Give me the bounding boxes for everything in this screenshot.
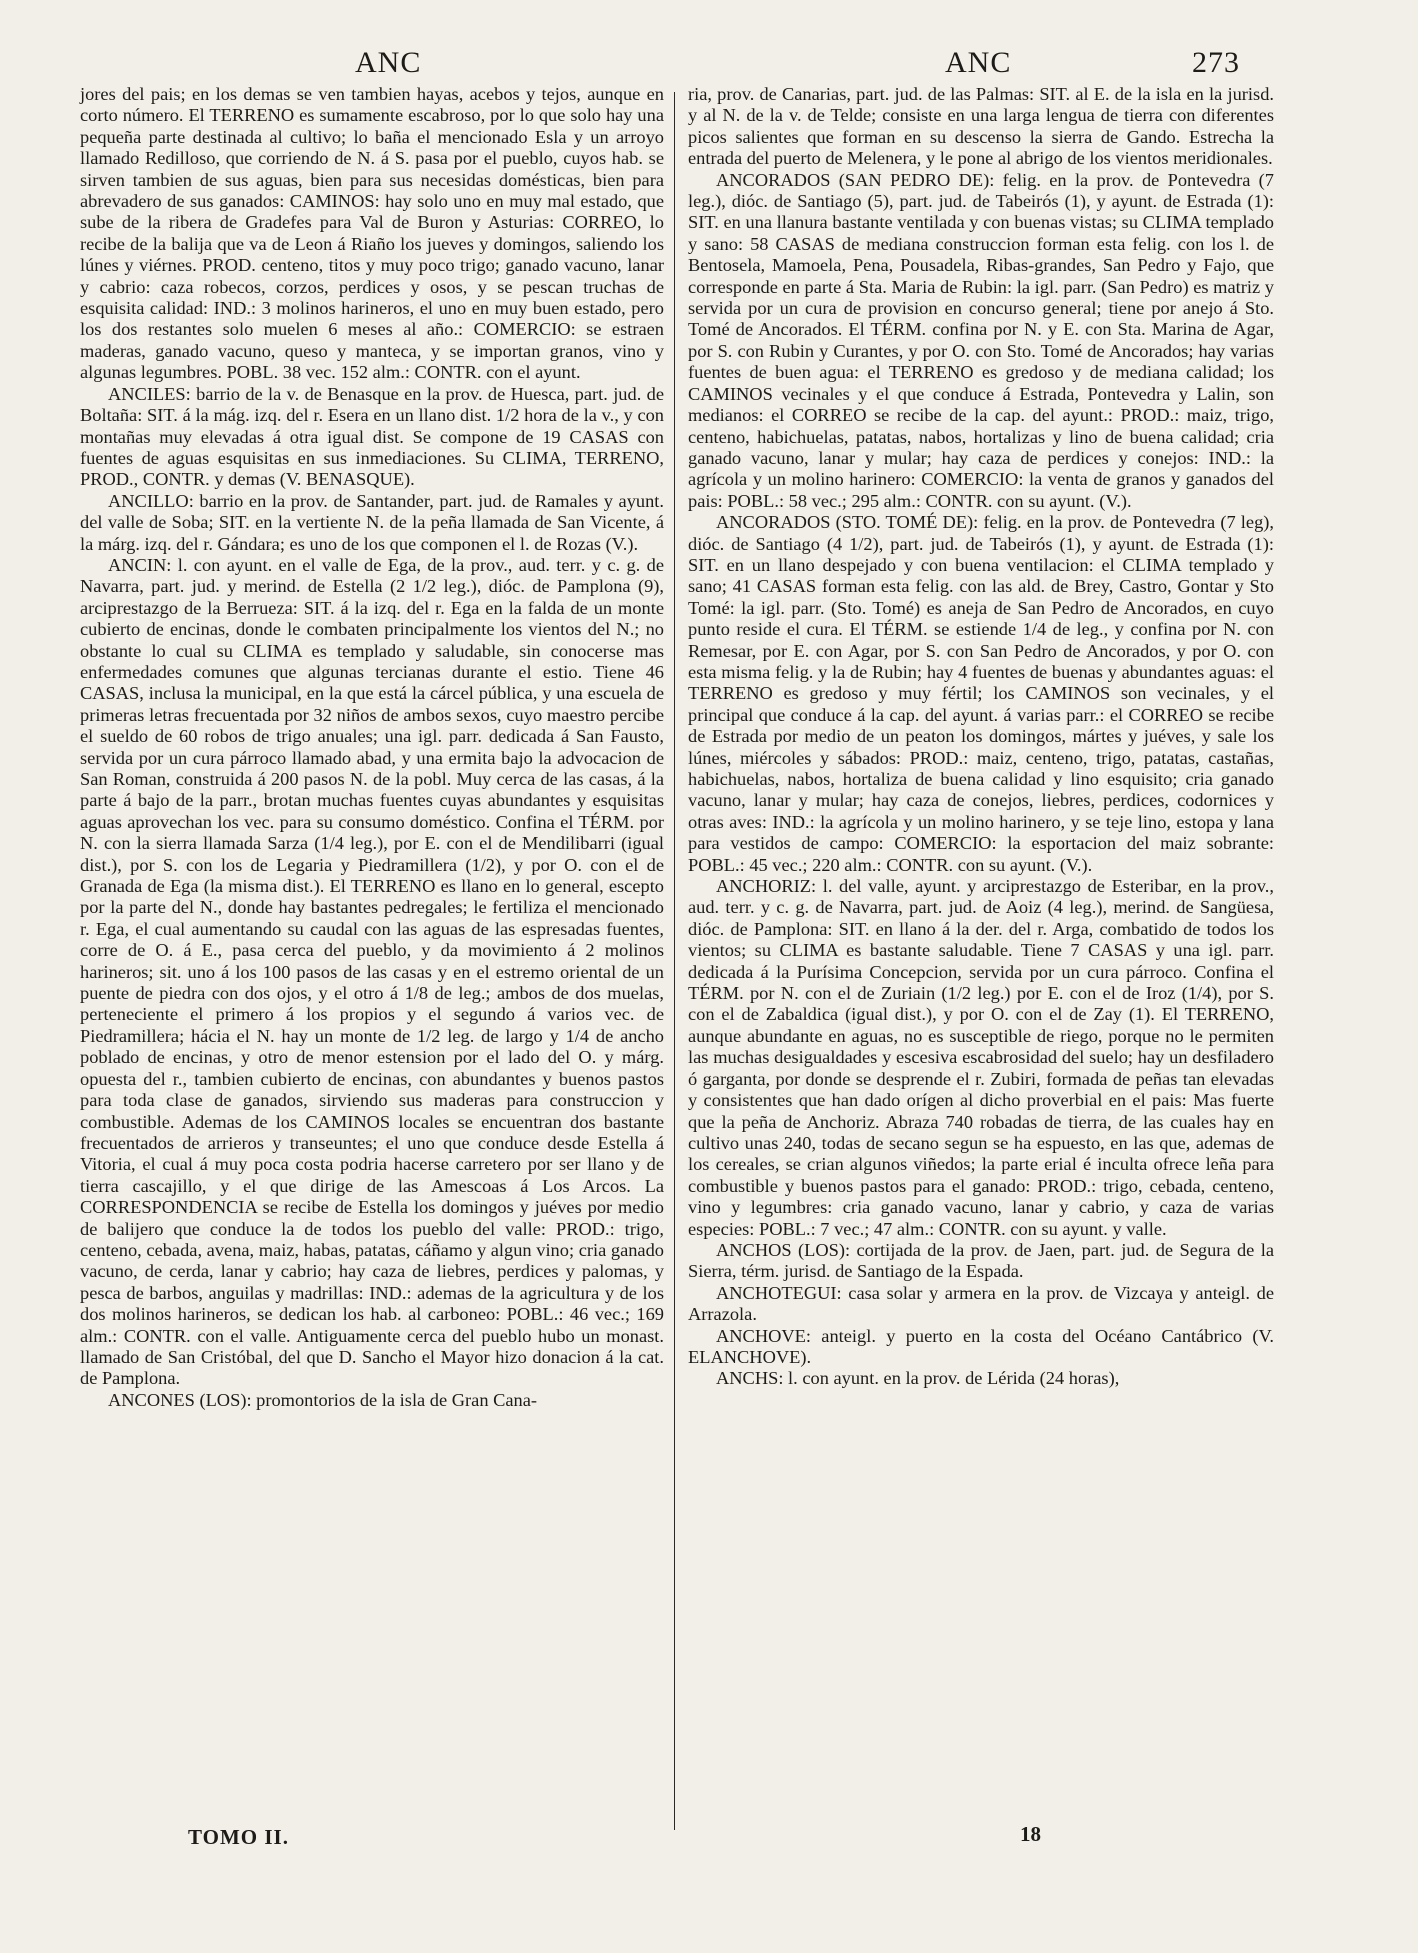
continued-paragraph: jores del pais; en los demas se ven tambien hayas, acebos y tejos, aunque en corto número. El TERRENO es sumamente escabroso, por lo que solo hay una pequeña parte destinada al cultivo; lo baña el mencionado Esla y un arroyo llamado Redilloso, que corriendo de N. á S. pasa por el pueblo, cuyos hab. se sirven tambien de sus aguas, bien para sus necesidas domésticas, bien para abrevadero de sus ganados: CAMINOS: hay solo uno en muy mal estado, que sube de la ribera de Gradefes para Val de Buron y Asturias: CORREO, lo recibe de la balija que va de Leon á Riaño los jueves y domingos, saliendo los lúnes y viérnes. PROD. centeno, titos y muy poco trigo; ganado vacuno, lanar y cabrio: caza robecos, corzos, perdices y osos, y se pescan truchas de esquisita calidad: IND.: 3 molinos harineros, el uno en muy buen estado, pero los dos restantes solo muelen 6 meses al año.: COMERCIO: se estraen maderas, ganado vacuno, queso y manteca, y se importan granos, vino y algunas legumbres. POBL. 38 vec. 152 alm.: CONTR. con el ayunt.	[80, 84, 664, 383]
dictionary-entry: ANCILES: barrio de la v. de Benasque en la prov. de Huesca, part. jud. de Boltaña: SIT. á la mág. izq. del r. Esera en un llano dist. 1/2 hora de la v., y con montañas muy elevadas á otra igual dist. Se compone de 19 CASAS con fuentes de aguas esquisitas en sus inmediaciones. Su CLIMA, TERRENO, PROD., CONTR. y demas (V. BENASQUE).	[80, 383, 664, 490]
left-column	[80, 84, 664, 1411]
running-head-right: ANC	[945, 46, 1012, 79]
running-head-left: ANC	[355, 46, 422, 79]
dictionary-entry: ANCONES (LOS): promontorios de la isla de Gran Cana-	[108, 1389, 538, 1410]
page-number: 273	[1192, 46, 1240, 79]
dictionary-entry: ANCHS: l. con ayunt. en la prov. de Lérida (24 horas),	[716, 1368, 1120, 1389]
continued-paragraph: ria, prov. de Canarias, part. jud. de las Palmas: SIT. al E. de la isla en la jurisd. y al N. de la v. de Telde; consiste en una larga lengua de tierra con diferentes picos salientes que forman en su descenso la sierra de Gando. Estrecha la entrada del puerto de Melenera, y le pone al abrigo de los vientos meridionales.	[688, 84, 1274, 169]
dictionary-entry: ANCILLO: barrio en la prov. de Santander, part. jud. de Ramales y ayunt. del valle de Soba; SIT. en la vertiente N. de la peña llamada de San Vicente, á la márg. izq. del r. Gándara; es uno de los que componen el l. de Rozas (V.).	[80, 490, 664, 554]
right-column	[688, 84, 1274, 1390]
volume-label: TOMO II.	[188, 1825, 289, 1849]
dictionary-entry: ANCHOVE: anteigl. y puerto en la costa del Océano Cantábrico (V. ELANCHOVE).	[688, 1325, 1274, 1367]
dictionary-entry: ANCHORIZ: l. del valle, ayunt. y arciprestazgo de Esteribar, en la prov., aud. terr. y c. g. de Navarra, part. jud. de Aoiz (4 leg.), merind. de Sangüesa, dióc. de Pamplona: SIT. en llano á la der. del r. Arga, combatido de todos los vientos; su CLIMA es bastante saludable. Tiene 7 CASAS y una igl. parr. dedicada á la Purísima Concepcion, servida por un cura párroco. Confina el TÉRM. por N. con el de Zuriain (1/2 leg.) por E. con el de Iroz (1/4), por S. con el de Zabaldica (igual dist.), y por O. con el de Zay (1). El TERRENO, aunque abundante en aguas, no es susceptible de riego, porque no le permiten las muchas desigualdades y escesiva escabrosidad del suelo; hay un desfiladero ó garganta, por donde se desprende el r. Zubiri, formada de peñas tan elevadas y consistentes que han dado orígen al dicho proverbial en el pais: Mas fuerte que la peña de Anchoriz. Abraza 740 robadas de tierra, de las cuales hay en cultivo unas 240, todas de secano segun se ha espuesto, en las que, ademas de los cereales, se crian algunos viñedos; la parte erial é inculta ofrece leña para combustible y buenos pastos para el ganado: PROD.: trigo, cebada, centeno, vino y legumbres: cria ganado vacuno, lanar y cabrio, y caza de varias especies: POBL.: 7 vec.; 47 alm.: CONTR. con su ayunt. y valle.	[688, 876, 1274, 1239]
dictionary-entry: ANCIN: l. con ayunt. en el valle de Ega, de la prov., aud. terr. y c. g. de Navarra, part. jud. y merind. de Estella (2 1/2 leg.), dióc. de Pamplona (9), arciprestazgo de la Berrueza: SIT. á la izq. del r. Ega en la falda de un monte cubierto de encinas, donde le combaten principalmente los vientos del N.; no obstante lo cual su CLIMA es templado y saludable, sin conocerse mas enfermedades comunes que algunas tercianas durante el estio. Tiene 46 CASAS, inclusa la municipal, en la que está la cárcel pública, y una escuela de primeras letras frecuentada por 32 niños de ambos sexos, cuyo maestro percibe el sueldo de 60 robos de trigo anuales; una igl. parr. dedicada á San Fausto, servida por un cura párroco llamado abad, y una ermita bajo la advocacion de San Roman, construida á 200 pasos N. de la pobl. Muy cerca de las casas, á la parte á bajo de la parr., brotan muchas fuentes cuyas abundantes y esquisitas aguas aprovechan los vec. para su consumo doméstico. Confina el TÉRM. por N. con la sierra llamada Sarza (1/4 leg.), por E. con el de Mendilibarri (igual dist.), por S. con los de Legaria y Piedramillera (1/2), y por O. con el de Granada de Ega (la misma dist.). El TERRENO es llano en lo general, escepto por la parte del N., donde hay bastantes pedregales; le fertiliza el mencionado r. Ega, el cual aumentando su caudal con las aguas de las espresadas fuentes, corre de O. á E., pasa cerca del pueblo, y da movimiento á 2 molinos harineros; sit. uno á los 100 pasos de las casas y en el estremo oriental de un puente de piedra con dos ojos, y el otro á 1/8 de leg.; ambos de dos muelas, perteneciente el primero á los propios y el segundo á varios vec. de Piedramillera; hácia el N. hay un monte de 1/2 leg. de largo y 1/4 de ancho poblado de encinas, y otro de menor estension por el lado del O. y márg. opuesta del r., tambien cubierto de encinas, con abundantes y buenos pastos para toda clase de ganados, sirviendo sus maderas para construccion y combustible. Ademas de los CAMINOS locales se encuentran dos bastante frecuentados de arrieros y transeuntes; el uno que conduce desde Estella á Vitoria, el cual á muy poca costa podria hacerse carretero por ser llano y de tierra cascajillo, y el que dirige de las Amescoas á Los Arcos. La CORRESPONDENCIA se recibe de Estella los domingos y juéves por medio de balijero que conduce la de todos los pueblo del valle: PROD.: trigo, centeno, cebada, avena, maiz, habas, patatas, cáñamo y algun vino; cria ganado vacuno, de cerda, lanar y cabrio; hay caza de liebres, perdices y palomas, y pesca de barbos, anguilas y madrillas: IND.: ademas de la agricultura y de los dos molinos harineros, se dedican los hab. al carboneo: POBL.: 46 vec.; 169 alm.: CONTR. con el valle. Antiguamente cerca del pueblo hubo un monast. llamado de San Cristóbal, del que D. Sancho el Mayor hizo donacion á la cat. de Pamplona.	[80, 554, 664, 1389]
dictionary-entry: ANCHOS (LOS): cortijada de la prov. de Jaen, part. jud. de Segura de la Sierra, térm. jurisd. de Santiago de la Espada.	[688, 1239, 1274, 1282]
signature-mark: 18	[1020, 1822, 1041, 1846]
dictionary-entry: ANCORADOS (SAN PEDRO DE): felig. en la prov. de Pontevedra (7 leg.), dióc. de Santiago (5), part. jud. de Tabeirós (1), y ayunt. de Estrada (1): SIT. en una llanura bastante ventilada y con buenas vistas; su CLIMA templado y sano: 58 CASAS de mediana construccion forman esta felig. con los l. de Bentosela, Mamoela, Pena, Pousadela, Ribas-grandes, San Pedro y Fajo, que corresponde en parte á Sta. Maria de Rubin: la igl. parr. (San Pedro) es matriz y servida por un cura de provision en concurso general; tiene por anejo á Sto. Tomé de Ancorados. El TÉRM. confina por N. y E. con Sta. Marina de Agar, por S. con Rubin y Curantes, y por O. con Sto. Tomé de Ancorados; hay varias fuentes de buen agua: el TERRENO es gredoso y de mediana calidad; los CAMINOS vecinales y el que conduce á Estrada, Pontevedra y Lalin, son medianos: el CORREO se recibe de la cap. del ayunt.: PROD.: maiz, trigo, centeno, habichuelas, patatas, nabos, hortalizas y lino de buena calidad; cria ganado vacuno, lanar y mular; hay caza de perdices y conejos: IND.: la agrícola y un molino harinero: COMERCIO: la venta de granos y ganados del pais: POBL.: 58 vec.; 295 alm.: CONTR. con su ayunt. (V.).	[688, 169, 1274, 511]
dictionary-entry: ANCORADOS (STO. TOMÉ DE): felig. en la prov. de Pontevedra (7 leg), dióc. de Santiago (4 1/2), part. jud. de Tabeirós (1), y ayunt. de Estrada (1): SIT. en un llano despejado y con buena ventilacion: el CLIMA templado y sano; 41 CASAS forman esta felig. con las ald. de Brey, Castro, Gontar y Sto Tomé: la igl. parr. (Sto. Tomé) es aneja de San Pedro de Ancorados, en cuyo punto reside el cura. El TÉRM. se estiende 1/4 de leg., y confina por N. con Remesar, por E. con Agar, por S. con San Pedro de Ancorados, y por O. con esta misma felig. y la de Rubin; hay 4 fuentes de buenas y abundantes aguas: el TERRENO es gredoso y muy fértil; los CAMINOS son vecinales, y el principal que conduce á la cap. del ayunt. á varias parr.: el CORREO se recibe de Estrada por medio de un peaton los domingos, mártes y juéves, y sale los lúnes, miércoles y sábados: PROD.: maiz, centeno, trigo, patatas, castañas, habichuelas, nabos, hortaliza de buena calidad y lino esquisito; cria ganado vacuno, lanar y mular; hay caza de conejos, liebres, perdices, codornices y otras aves: IND.: la agrícola y un molino harinero, y se teje lino, estopa y lana para vestidos de campo: COMERCIO: la esportacion del maiz sobrante: POBL.: 45 vec.; 220 alm.: CONTR. con su ayunt. (V.).	[688, 512, 1274, 875]
column-rule	[674, 92, 675, 1830]
dictionary-entry: ANCHOTEGUI: casa solar y armera en la prov. de Vizcaya y anteigl. de Arrazola.	[688, 1282, 1274, 1325]
